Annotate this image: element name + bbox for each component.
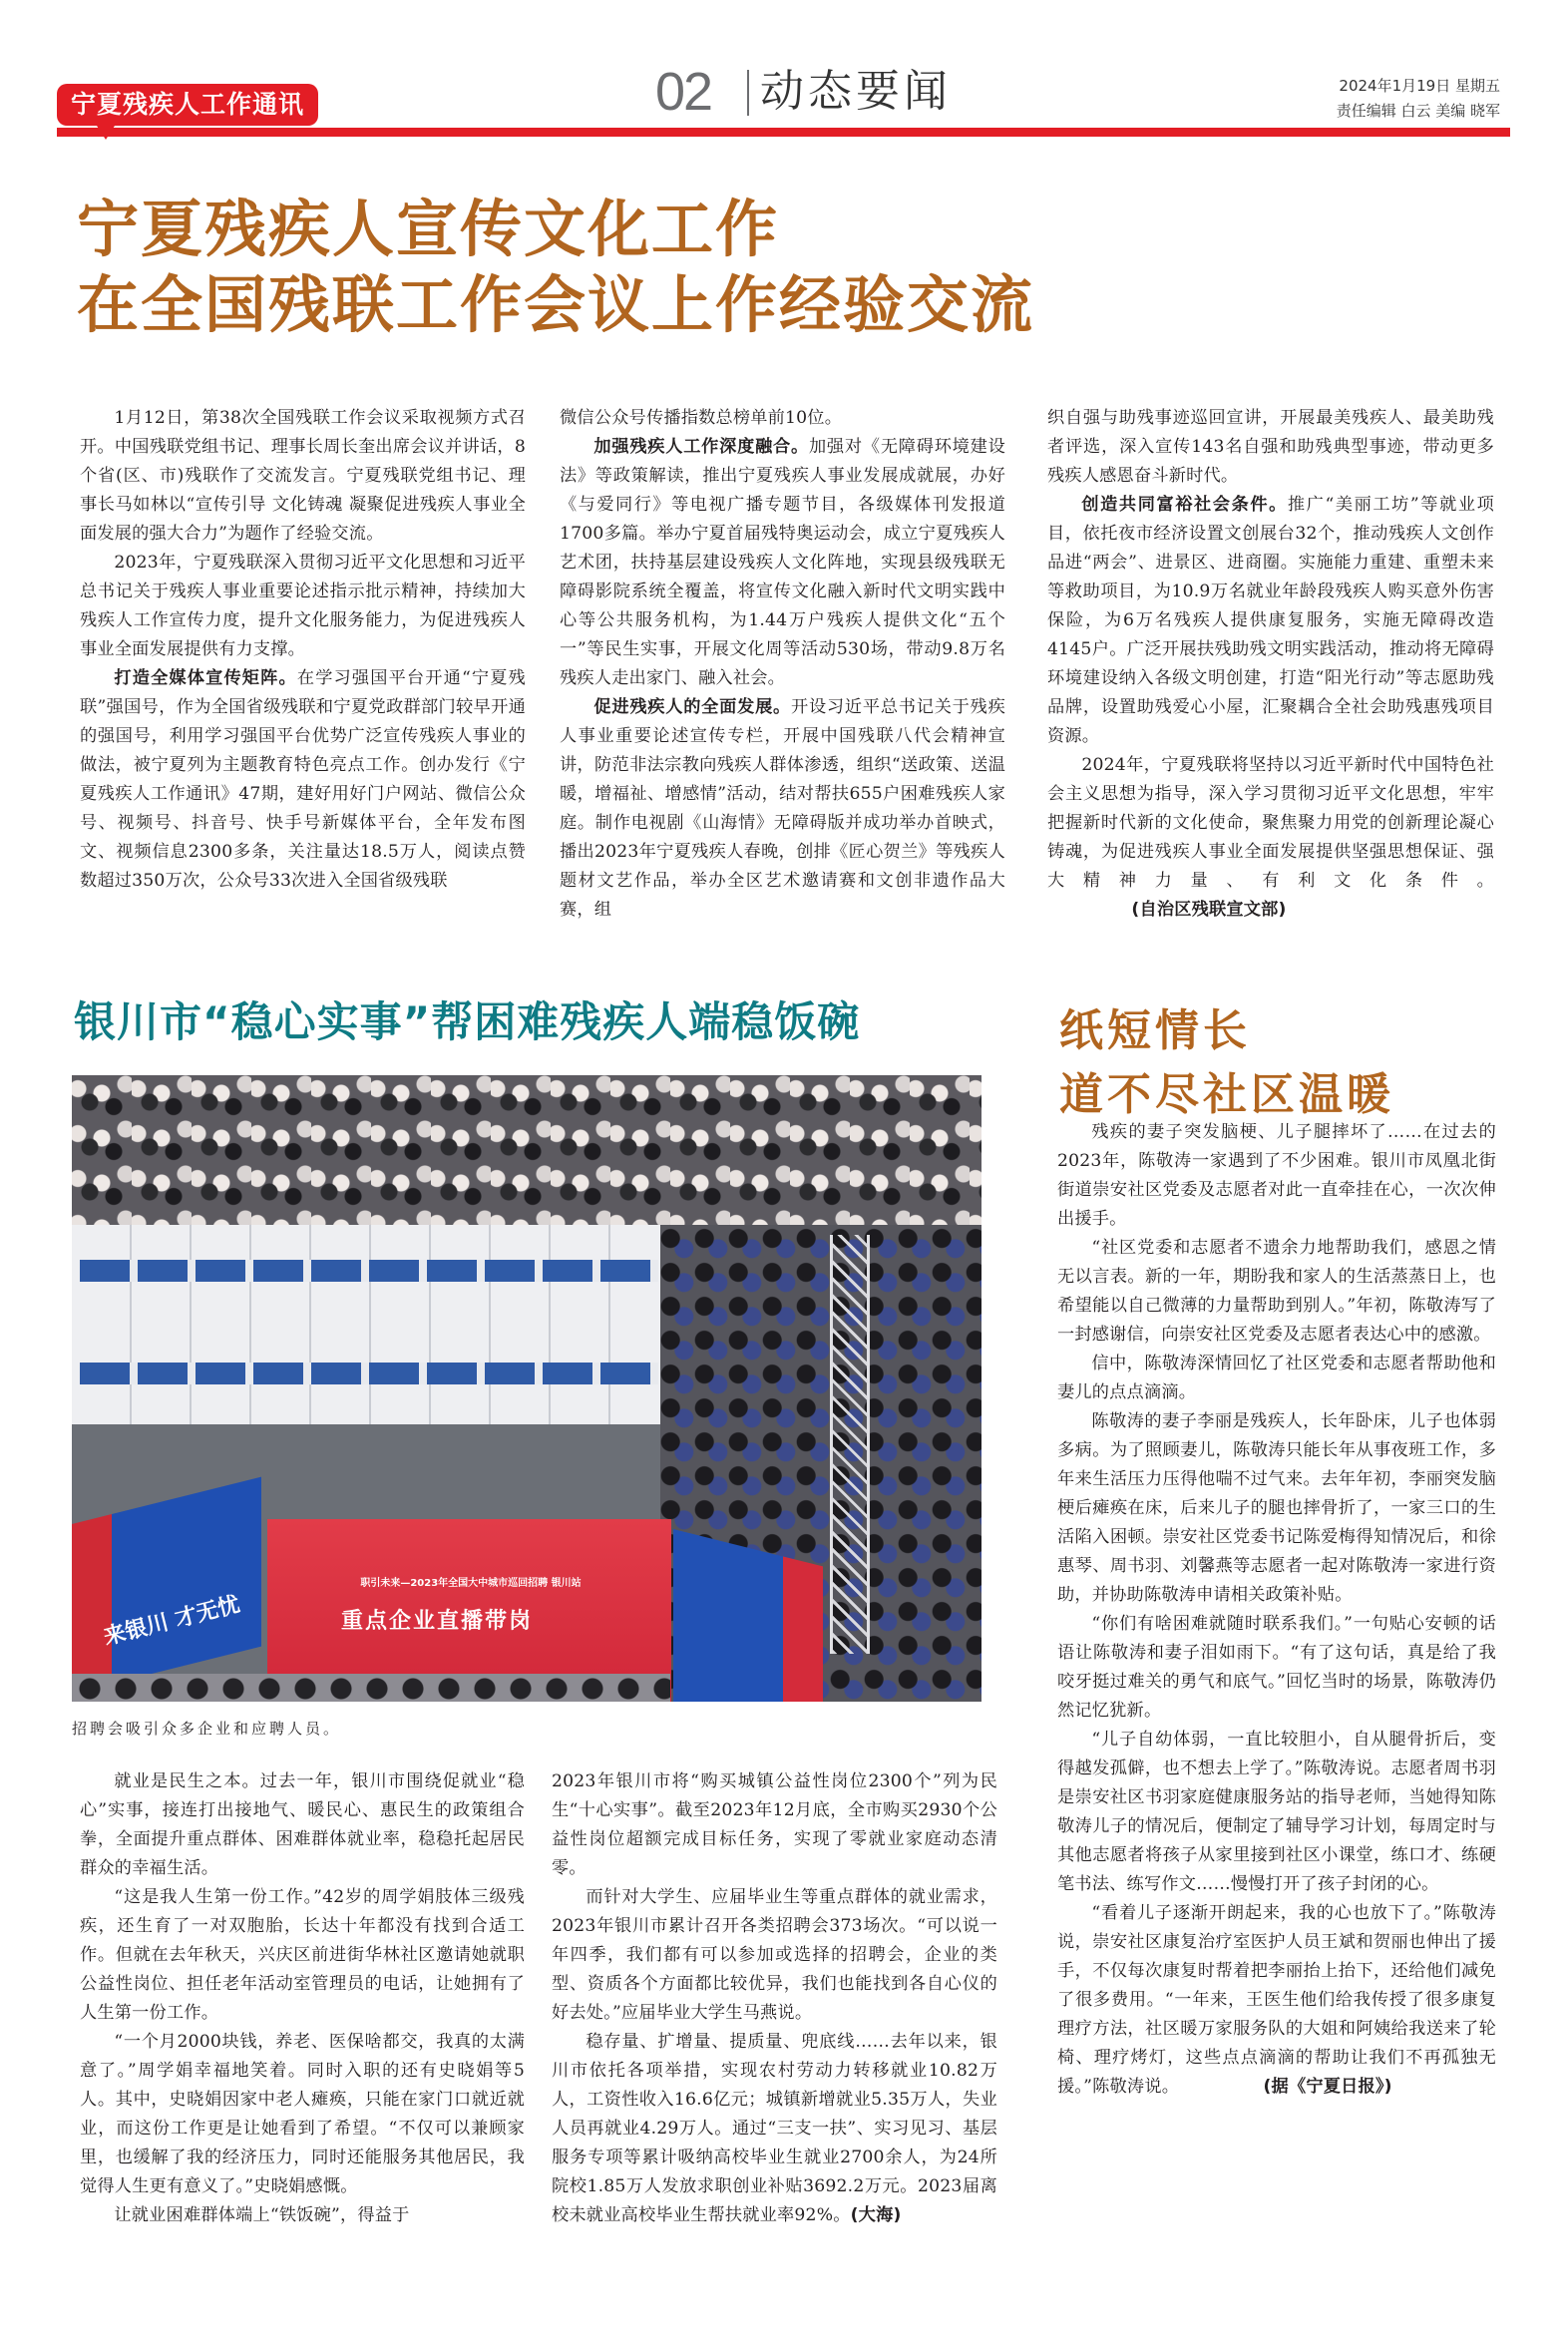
paragraph: “看着儿子逐渐开朗起来，我的心也放下了。”陈敬涛说，崇安社区康复治疗室医护人员王斌和贺丽也伸出了援手，不仅每次康复时帮着把李丽抬上抬下，还给他们减免了很多费用。“一年来，王医生他们给我传授了很多康复理疗方法，社区暖万家服务队的大姐和阿姨给我送来了轮椅、理疗烤灯，这些点点滴滴的帮助让我们不再孤独无援。”陈敬涛说。 (据《宁夏日报》) [1057, 1899, 1496, 2102]
headline-line-1: 纸短情长 [1059, 1005, 1251, 1056]
headline-line-1: 宁夏残疾人宣传文化工作 [77, 193, 780, 265]
photo-booth-signs [80, 1260, 658, 1282]
photo-booths [72, 1225, 660, 1424]
section-name: 动态要闻 [760, 66, 952, 117]
paragraph: 残疾的妻子突发脑梗、儿子腿摔坏了……在过去的2023年，陈敬涛一家遇到了不少困难。银川市凤凰北街街道崇安社区党委及志愿者对此一直牵挂在心，一次次伸出援手。 [1057, 1122, 1496, 1229]
paragraph: 1月12日，第38次全国残联工作会议采取视频方式召开。中国残联党组书记、理事长周长奎出席会议并讲话，8个省(区、市)残联作了交流发言。宁夏残联党组书记、理事长马如林以“宣传引导 文化铸魂 凝聚促进残疾人事业全面发展的强大合力”为题作了经验交流。 [80, 408, 526, 544]
paragraph: 微信公众号传播指数总榜单前10位。 [560, 408, 843, 428]
article-byline: (据《宁夏日报》) [1263, 2077, 1392, 2097]
paragraph: 创造共同富裕社会条件。推广“美丽工坊”等就业项目，依托夜市经济设置文创展台32个，推动残疾人文创作品进“两会”、进景区、进商圈。实施能力重建、重塑未来等救助项目，为10.9万名就业年龄段残疾人购买意外伤害保险，为6万名残疾人提供康复服务，实施无障碍改造4145户。广泛开展扶残助残文明实践活动，推动将无障碍环境建设纳入各级文明创建，打造“阳光行动”等志愿助残品牌，设置助残爱心小屋，汇聚耦合全社会助残惠残项目资源。 [1047, 495, 1494, 746]
paragraph: 就业是民生之本。过去一年，银川市围绕促就业“稳心”实事，接连打出接地气、暖民心、惠民生的政策组合拳，全面提升重点群体、困难群体就业率，稳稳托起居民群众的幸福生活。 [80, 1771, 525, 1878]
article-headline-community [1059, 999, 1498, 1127]
article-headline-employment: 银川市“稳心实事”帮困难残疾人端稳饭碗 [74, 997, 861, 1046]
page-separator [747, 70, 749, 116]
subhead: 促进残疾人的全面发展。 [593, 697, 791, 717]
subhead: 打造全媒体宣传矩阵。 [114, 668, 297, 688]
masthead [0, 0, 1568, 140]
paragraph: 2024年，宁夏残联将坚持以习近平新时代中国特色社会主义思想为指导，深入学习贯彻习近平文化思想，牢牢把握新时代新的文化使命，聚焦聚力用党的创新理论凝心铸魂，为促进残疾人事业全面发展提供坚强思想保证、强大精神力量、有利文化条件。(自治区残联宣文部) [1047, 751, 1494, 925]
paragraph: 而针对大学生、应届毕业生等重点群体的就业需求，2023年银川市累计召开各类招聘会373场次。“可以说一年四季，我们都有可以参加或选择的招聘会，企业的类型、资质各个方面都比较优异，我们也能找到各自心仪的好去处。”应届毕业大学生马燕说。 [552, 1887, 997, 2023]
paragraph: 让就业困难群体端上“铁饭碗”，得益于 [114, 2205, 410, 2225]
photo-crowd [72, 1075, 981, 1225]
article3-column [1057, 1118, 1496, 2102]
paragraph: 稳存量、扩增量、提质量、兜底线……去年以来，银川市依托各项举措，实现农村劳动力转移就业10.82万人，工资性收入16.6亿元；城镇新增就业5.35万人，失业人员再就业4.29万人。通过“三支一扶”、实习见习、基层服务专项等累计吸纳高校毕业生就业2700余人，为24所院校1.85万人发放求职创业补贴3692.2万元。2023届离校未就业高校毕业生帮扶就业率92%。(大海) [552, 2032, 997, 2225]
paragraph: “这是我人生第一份工作。”42岁的周学娟肢体三级残疾，还生育了一对双胞胎，长达十年都没有找到合适工作。但就在去年秋天，兴庆区前进街华林社区邀请她就职公益性岗位、担任老年活动室管理员的电话，让她拥有了人生第一份工作。 [80, 1887, 525, 2023]
paragraph: 加强残疾人工作深度融合。加强对《无障碍环境建设法》等政策解读，推出宁夏残疾人事业发展成就展，办好《与爱同行》等电视广播专题节目，各级媒体刊发报道1700多篇。举办宁夏首届残特奥运动会，成立宁夏残疾人艺术团，扶持基层建设残疾人文化阵地，实现县级残联无障碍影院系统全覆盖，将宣传文化融入新时代文明实践中心等公共服务机构，为1.44万户残疾人提供文化“五个一”等民生实事，开展文化周等活动530场，带动9.8万名残疾人走出家门、融入社会。 [560, 437, 1005, 688]
paragraph: “你们有啥困难就随时联系我们。”一句贴心安顿的话语让陈敬涛和妻子泪如雨下。“有了这句话，真是给了我咬牙挺过难关的勇气和底气。”回忆当时的场景，陈敬涛仍然记忆犹新。 [1057, 1614, 1496, 1721]
paragraph: “社区党委和志愿者不遗余力地帮助我们，感恩之情无以言表。新的一年，期盼我和家人的生活蒸蒸日上，也希望能以自己微薄的力量帮助到别人。”年初，陈敬涛写了一封感谢信，向崇安社区党委及志愿者表达心中的感激。 [1057, 1238, 1496, 1345]
photo-truss [830, 1235, 870, 1654]
job-fair-photo [72, 1075, 981, 1702]
photo-booth-signs [80, 1363, 658, 1384]
article-byline: (大海) [850, 2205, 902, 2225]
article1-column-1 [80, 404, 526, 896]
paragraph: 促进残疾人的全面发展。开设习近平总书记关于残疾人事业重要论述宣传专栏，开展中国残联八代会精神宣讲，防范非法宗教向残疾人群体渗透，组织“送政策、送温暖，增福祉、增感情”活动，结对帮扶655户困难残疾人家庭。制作电视剧《山海情》无障碍版并成功举办首映式，播出2023年宁夏残疾人春晚，创排《匠心贺兰》等残疾人题材文艺作品，举办全区艺术邀请赛和文创非遗作品大赛，组 [560, 697, 1005, 920]
issue-date: 2024年1月19日 星期五 [1339, 77, 1500, 95]
article1-column-3 [1047, 404, 1494, 925]
page-number: 02 [655, 62, 712, 122]
article-byline: (自治区残联宣文部) [1131, 900, 1287, 920]
headline-line-2: 在全国残联工作会议上作经验交流 [77, 268, 1035, 341]
editor-credits: 责任编辑 白云 美编 晓军 [1336, 102, 1500, 120]
paragraph: 织自强与助残事迹巡回宣讲，开展最美残疾人、最美助残者评选，深入宣传143名自强和助残典型事迹，带动更多残疾人感恩奋斗新时代。 [1047, 408, 1494, 486]
paragraph: “一个月2000块钱，养老、医保啥都交，我真的太满意了。”周学娟幸福地笑着。同时入职的还有史晓娟等5人。其中，史晓娟因家中老人瘫痪，只能在家门口就近就业，而这份工作更是让她看到了希望。“不仅可以兼顾家里，也缓解了我的经济压力，同时还能服务其他居民，我觉得人生更有意义了。”史晓娟感慨。 [80, 2032, 525, 2196]
photo-stage-left-wall [72, 1477, 261, 1694]
photo-caption: 招聘会吸引众多企业和应聘人员。 [72, 1720, 342, 1738]
newspaper-brand-badge: 宁夏残疾人工作通讯 [57, 84, 318, 126]
paragraph: 2023年，宁夏残联深入贯彻习近平文化思想和习近平总书记关于残疾人事业重要论述指示批示精神，持续加大残疾人工作宣传力度，提升文化服务能力，为促进残疾人事业全面发展提供有力支撑。 [80, 553, 526, 659]
article2-column-1 [80, 1767, 525, 2230]
photo-floor-crowd [72, 1674, 670, 1702]
subhead: 创造共同富裕社会条件。 [1081, 495, 1288, 515]
paragraph: 打造全媒体宣传矩阵。在学习强国平台开通“宁夏残联”强国号，作为全国省级残联和宁夏党政群部门较早开通的强国号，利用学习强国平台优势广泛宣传残疾人事业的做法，被宁夏列为主题教育特色亮点工作。创办发行《宁夏残疾人工作通讯》47期，建好用好门户网站、微信公众号、视频号、抖音号、快手号新媒体平台，全年发布图文、视频信息2300多条，关注量达18.5万人，阅读点赞数超过350万次，公众号33次进入全国省级残联 [80, 668, 526, 891]
paragraph: “儿子自幼体弱，一直比较胆小，自从腿骨折后，变得越发孤僻，也不想去上学了。”陈敬涛说。志愿者周书羽是崇安社区书羽家庭健康服务站的指导老师，当她得知陈敬涛儿子的情况后，便制定了辅导学习计划，每周定时与其他志愿者将孩子从家里接到社区小课堂，练口才、练硬笔书法、练写作文……慢慢打开了孩子封闭的心。 [1057, 1730, 1496, 1894]
headline-line-2: 道不尽社区温暖 [1059, 1069, 1394, 1120]
subhead: 加强残疾人工作深度融合。 [593, 437, 809, 457]
paragraph: 陈敬涛的妻子李丽是残疾人，长年卧床，儿子也体弱多病。为了照顾妻儿，陈敬涛只能长年从事夜班工作，多年来生活压力压得他喘不过气来。去年年初，李丽突发脑梗后瘫痪在床，后来儿子的腿也摔骨折了，一家三口的生活陷入困顿。崇安社区党委书记陈爱梅得知情况后，和徐惠琴、周书羽、刘馨燕等志愿者一起对陈敬涛一家进行资助，并协助陈敬涛申请相关政策补贴。 [1057, 1411, 1496, 1605]
photo-banner-title: 重点企业直播带岗 [341, 1609, 534, 1634]
paragraph: 2023年银川市将“购买城镇公益性岗位2300个”列为民生“十心实事”。截至2023年12月底，全市购买2930个公益性岗位超额完成目标任务，实现了零就业家庭动态清零。 [552, 1771, 997, 1878]
article1-column-2 [560, 404, 1005, 925]
photo-slogan: 来银川 才无忧 [101, 1592, 243, 1651]
paragraph: 信中，陈敬涛深情回忆了社区党委和志愿者帮助他和妻儿的点点滴滴。 [1057, 1354, 1496, 1402]
article2-column-2 [552, 1767, 997, 2230]
photo-banner-subtitle: 职引未来—2023年全国大中城市巡回招聘 银川站 [360, 1578, 582, 1589]
article-headline-main [77, 192, 1473, 343]
masthead-rule [57, 128, 1510, 137]
